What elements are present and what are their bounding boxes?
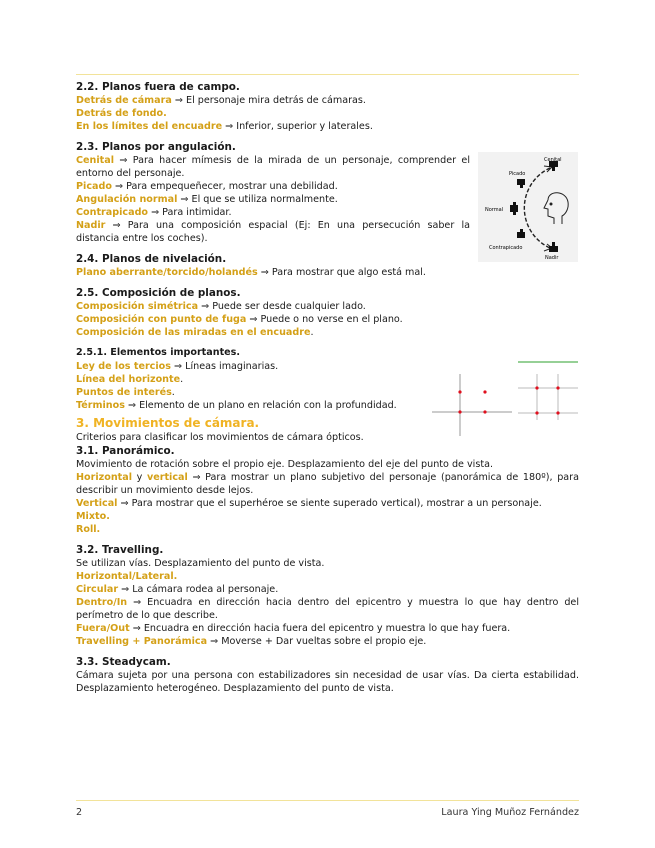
term: Composición de las miradas en el encuadre <box>76 327 311 338</box>
section-title: 3.3. Steadycam. <box>76 656 171 668</box>
section-3-1 <box>76 444 579 536</box>
definition: ⇒ Para hacer mímesis de la mirada de un personaje, comprender el entorno del personaje. <box>76 155 470 179</box>
definition: ⇒ Líneas imaginarias. <box>170 361 279 372</box>
section-3-3 <box>76 655 579 695</box>
head-profile-icon <box>544 193 568 224</box>
header-rule <box>76 74 579 75</box>
interest-point <box>535 411 538 414</box>
label-nadir: Nadir <box>545 255 559 261</box>
definition: ⇒ Para mostrar que algo está mal. <box>257 267 426 278</box>
section-description: Se utilizan vías. Desplazamiento del punto de vista. <box>76 558 325 569</box>
camera-contrapicado-icon <box>517 229 525 238</box>
connector: y <box>132 472 147 483</box>
author-name: Laura Ying Muñoz Fernández <box>441 807 579 818</box>
camera-picado-icon <box>517 179 525 188</box>
definition: ⇒ Para empequeñecer, mostrar una debilidad. <box>111 181 338 192</box>
angle-diagram-svg <box>478 152 578 262</box>
term: Travelling + Panorámica <box>76 636 208 647</box>
term: Detrás de fondo. <box>76 108 167 119</box>
term: Términos <box>76 400 125 411</box>
definition: ⇒ Para intimidar. <box>148 207 232 218</box>
page-footer <box>76 807 579 818</box>
camera-nadir-icon <box>549 242 558 252</box>
chapter-intro: Criterios para clasificar los movimientos de cámara ópticos. <box>76 432 364 443</box>
camera-normal-icon <box>510 202 518 215</box>
term: Mixto. <box>76 511 110 522</box>
term: Cenital <box>76 155 115 166</box>
section-description: Cámara sujeta por una persona con estabilizadores sin necesidad de usar vías. Da cierta estabilidad. Desplazamiento heterogéneo. Desplazamiento del punto de vista. <box>76 670 579 694</box>
section-title: 2.3. Planos por angulación. <box>76 141 236 153</box>
section-title: 2.2. Planos fuera de campo. <box>76 81 240 93</box>
arc-path <box>524 168 550 248</box>
label-picado: Picado <box>509 171 526 177</box>
footer-rule <box>76 800 579 801</box>
section-3-2 <box>76 543 579 648</box>
definition: ⇒ Para mostrar un plano subjetivo del personaje (panorámica de 180º), para describir un movimiento desde lejos. <box>76 472 579 496</box>
term: Detrás de cámara <box>76 95 172 106</box>
term: Vertical <box>76 498 118 509</box>
label-normal: Normal <box>485 207 504 213</box>
definition: ⇒ La cámara rodea al personaje. <box>118 584 279 595</box>
term: Horizontal/Lateral. <box>76 571 178 582</box>
definition: . <box>171 387 175 398</box>
term: Composición simétrica <box>76 301 199 312</box>
term: Composición con punto de fuga <box>76 314 247 325</box>
term: Plano aberrante/torcido/holandés <box>76 267 258 278</box>
term: vertical <box>146 472 188 483</box>
definition: ⇒ Encuadra en dirección hacia fuera del epicentro y muestra lo que hay fuera. <box>129 623 511 634</box>
term: Puntos de interés <box>76 387 172 398</box>
definition: ⇒ Encuadra en dirección hacia dentro del epicentro y muestra lo que hay dentro del perímetro de lo que describe. <box>76 597 579 621</box>
section-title: 3.2. Travelling. <box>76 544 164 556</box>
section-title: 2.5.1. Elementos importantes. <box>76 347 241 358</box>
definition: . <box>310 327 314 338</box>
interest-point <box>556 411 559 414</box>
thirds-diagram-svg <box>432 360 578 436</box>
interest-point <box>535 386 538 389</box>
term: Roll. <box>76 524 101 535</box>
section-2-2 <box>76 80 579 133</box>
definition: ⇒ Puede o no verse en el plano. <box>246 314 403 325</box>
rule-of-thirds-diagram <box>432 360 578 436</box>
definition: ⇒ Para mostrar que el superhéroe se siente superado vertical), mostrar a un personaje. <box>117 498 542 509</box>
interest-point <box>458 410 461 413</box>
section-2-5 <box>76 286 579 339</box>
section-description: Movimiento de rotación sobre el propio eje. Desplazamiento del eje del punto de vista. <box>76 459 494 470</box>
term: Fuera/Out <box>76 623 130 634</box>
term: Dentro/In <box>76 597 128 608</box>
interest-point <box>483 390 486 393</box>
definition: . <box>180 374 184 385</box>
term: Circular <box>76 584 119 595</box>
definition: ⇒ El personaje mira detrás de cámaras. <box>171 95 366 106</box>
section-title: 3.1. Panorámico. <box>76 445 175 457</box>
term: Ley de los tercios <box>76 361 171 372</box>
label-contrapicado: Contrapicado <box>489 245 523 251</box>
definition: ⇒ Moverse + Dar vueltas sobre el propio eje. <box>207 636 427 647</box>
term: En los límites del encuadre <box>76 121 223 132</box>
term: Picado <box>76 181 112 192</box>
camera-angle-diagram <box>478 152 578 262</box>
term: Nadir <box>76 220 106 231</box>
term: Horizontal <box>76 472 132 483</box>
page-number: 2 <box>76 807 83 818</box>
label-cenital: Cenital <box>544 157 562 163</box>
definition: ⇒ Inferior, superior y laterales. <box>222 121 373 132</box>
interest-point <box>556 386 559 389</box>
section-title: 2.4. Planos de nivelación. <box>76 253 227 265</box>
term: Contrapicado <box>76 207 149 218</box>
interest-point <box>483 410 486 413</box>
interest-point <box>458 390 461 393</box>
term: Angulación normal <box>76 194 178 205</box>
definition: ⇒ Elemento de un plano en relación con la profundidad. <box>124 400 397 411</box>
definition: ⇒ Para una composición espacial (Ej: En una persecución saber la distancia entre los coches). <box>76 220 470 244</box>
term: Línea del horizonte <box>76 374 181 385</box>
definition: ⇒ El que se utiliza normalmente. <box>177 194 338 205</box>
chapter-title: 3. Movimientos de cámara. <box>76 416 260 430</box>
section-title: 2.5. Composición de planos. <box>76 287 241 299</box>
definition: ⇒ Puede ser desde cualquier lado. <box>198 301 366 312</box>
